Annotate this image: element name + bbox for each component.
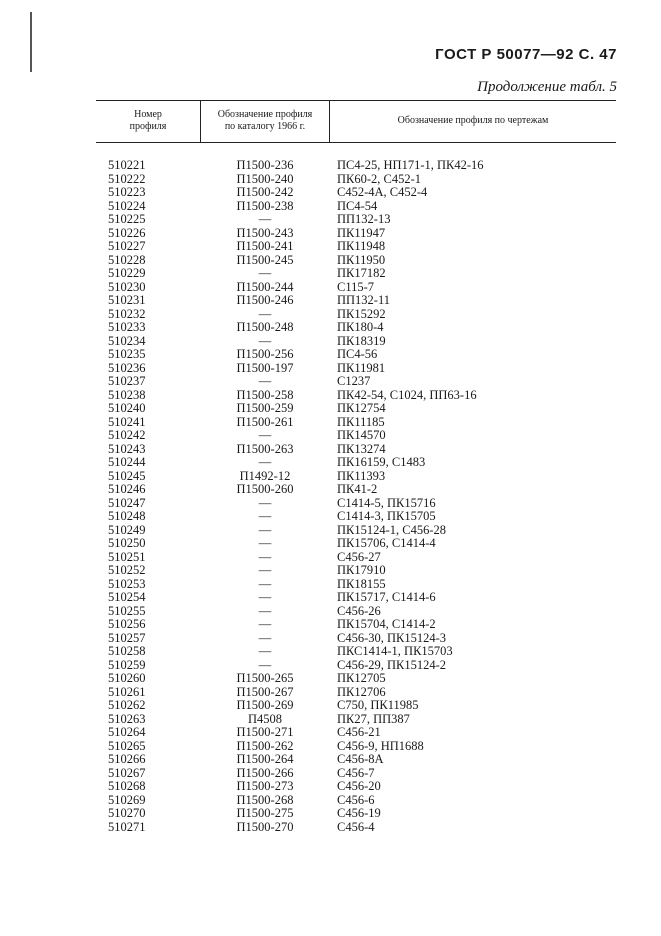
cell-drawing-designation: ПК15706, С1414-4 <box>337 536 436 550</box>
cell-profile-number: 510259 <box>108 657 146 672</box>
cell-profile-number: 510258 <box>108 644 146 658</box>
cell-catalog-designation: — <box>258 617 272 631</box>
table-row <box>96 551 616 565</box>
cell-profile-number: 510268 <box>108 779 146 793</box>
cell-profile-number: 510238 <box>108 387 146 402</box>
cell-catalog-designation: П1492-12 <box>239 468 291 483</box>
cell-catalog-designation: П1500-242 <box>236 185 294 199</box>
table-row <box>96 686 616 700</box>
cell-catalog-designation: — <box>258 630 272 645</box>
cell-profile-number: 510263 <box>108 711 146 726</box>
cell-profile-number: 510261 <box>108 684 146 699</box>
table-row <box>96 659 616 673</box>
cell-profile-number: 510246 <box>108 482 146 496</box>
cell-drawing-designation: ПК15717, С1414-6 <box>337 590 436 604</box>
table-row <box>96 429 616 443</box>
cell-profile-number: 510265 <box>108 738 146 753</box>
table-row <box>96 416 616 430</box>
cell-catalog-designation: П1500-263 <box>236 441 294 456</box>
cell-catalog-designation: — <box>258 333 272 348</box>
table-row <box>96 159 616 173</box>
cell-profile-number: 510249 <box>108 522 146 537</box>
cell-drawing-designation: С456-8А <box>337 752 384 766</box>
standard-header: ГОСТ Р 50077—92 С. 47 <box>435 46 617 63</box>
cell-drawing-designation: ПК42-54, С1024, ПП63-16 <box>337 387 477 402</box>
cell-drawing-designation: ПП132-13 <box>337 212 391 226</box>
table-row <box>96 470 616 484</box>
table-row <box>96 794 616 808</box>
cell-drawing-designation: ПК11981 <box>337 360 386 375</box>
column-header-profile-number: Номер профиля <box>129 109 167 132</box>
table-row <box>96 389 616 403</box>
cell-drawing-designation: ПК11950 <box>337 252 386 267</box>
cell-drawing-designation: С456-19 <box>337 806 381 820</box>
cell-profile-number: 510260 <box>108 671 146 685</box>
cell-drawing-designation: ПС4-56 <box>337 347 378 361</box>
cell-catalog-designation: — <box>258 590 272 604</box>
cell-catalog-designation: П1500-260 <box>236 482 294 496</box>
cell-drawing-designation: ПС4-25, НП171-1, ПК42-16 <box>337 158 484 172</box>
cell-drawing-designation: ПК12705 <box>337 671 386 685</box>
table-row <box>96 281 616 295</box>
cell-drawing-designation: С456-30, ПК15124-3 <box>337 630 447 645</box>
cell-catalog-designation: П1500-240 <box>236 171 294 186</box>
table-row <box>96 564 616 578</box>
cell-drawing-designation: С456-9, НП1688 <box>337 738 424 753</box>
cell-drawing-designation: ПК17182 <box>337 266 386 280</box>
cell-catalog-designation: П1500-238 <box>236 198 294 213</box>
cell-profile-number: 510225 <box>108 212 146 226</box>
cell-drawing-designation: С115-7 <box>337 279 375 294</box>
cell-catalog-designation: — <box>258 212 272 226</box>
cell-catalog-designation: П1500-259 <box>236 401 294 415</box>
cell-profile-number: 510223 <box>108 185 146 199</box>
cell-profile-number: 510257 <box>108 630 146 645</box>
cell-profile-number: 510255 <box>108 603 146 618</box>
table-row <box>96 227 616 241</box>
cell-catalog-designation: — <box>258 428 272 442</box>
cell-drawing-designation: ПК18319 <box>337 333 386 348</box>
table-row <box>96 443 616 457</box>
cell-drawing-designation: ПК12754 <box>337 401 386 415</box>
cell-catalog-designation: П1500-267 <box>236 684 294 699</box>
cell-drawing-designation: ПК11185 <box>337 414 385 429</box>
cell-catalog-designation: П1500-256 <box>236 347 294 361</box>
table-row <box>96 699 616 713</box>
cell-drawing-designation: ПК16159, С1483 <box>337 455 426 469</box>
cell-profile-number: 510267 <box>108 765 146 780</box>
cell-catalog-designation: П1500-248 <box>236 320 294 334</box>
cell-profile-number: 510245 <box>108 468 146 483</box>
cell-profile-number: 510240 <box>108 401 146 415</box>
table-row <box>96 807 616 821</box>
table-row <box>96 578 616 592</box>
cell-drawing-designation: ПК11947 <box>337 225 386 240</box>
table-row <box>96 821 616 835</box>
cell-catalog-designation: П4508 <box>247 711 283 726</box>
table-row <box>96 510 616 524</box>
cell-profile-number: 510262 <box>108 698 146 712</box>
cell-profile-number: 510231 <box>108 293 146 307</box>
cell-drawing-designation: ПК12706 <box>337 684 386 699</box>
cell-drawing-designation: С456-21 <box>337 725 381 739</box>
table-row <box>96 402 616 416</box>
cell-catalog-designation: П1500-262 <box>236 738 294 753</box>
cell-catalog-designation: — <box>258 536 272 550</box>
cell-catalog-designation: П1500-243 <box>236 225 294 240</box>
cell-profile-number: 510222 <box>108 171 146 186</box>
cell-profile-number: 510228 <box>108 252 146 267</box>
table-row <box>96 780 616 794</box>
cell-catalog-designation: — <box>258 576 272 591</box>
table-row <box>96 267 616 281</box>
cell-drawing-designation: С456-27 <box>337 549 381 564</box>
table-body <box>96 159 616 834</box>
table-row <box>96 308 616 322</box>
table-row <box>96 672 616 686</box>
cell-catalog-designation: П1500-244 <box>236 279 294 294</box>
cell-drawing-designation: С456-26 <box>337 603 381 618</box>
cell-drawing-designation: ПКС1414-1, ПК15703 <box>337 644 453 658</box>
cell-profile-number: 510224 <box>108 198 146 213</box>
cell-drawing-designation: ПК60-2, С452-1 <box>337 171 422 186</box>
cell-catalog-designation: П1500-258 <box>236 387 294 402</box>
cell-profile-number: 510226 <box>108 225 146 240</box>
cell-catalog-designation: П1500-246 <box>236 293 294 307</box>
cell-drawing-designation: ПК15704, С1414-2 <box>337 617 436 631</box>
cell-profile-number: 510251 <box>108 549 146 564</box>
cell-catalog-designation: П1500-265 <box>236 671 294 685</box>
cell-drawing-designation: ПК14570 <box>337 428 386 442</box>
table-row <box>96 618 616 632</box>
cell-catalog-designation: — <box>258 374 272 388</box>
cell-drawing-designation: С750, ПК11985 <box>337 698 419 712</box>
cell-profile-number: 510256 <box>108 617 146 631</box>
cell-drawing-designation: ПП132-11 <box>337 293 391 307</box>
table-row <box>96 456 616 470</box>
cell-catalog-designation: П1500-236 <box>236 158 294 172</box>
cell-profile-number: 510242 <box>108 428 146 442</box>
cell-catalog-designation: П1500-197 <box>236 360 294 375</box>
cell-profile-number: 510235 <box>108 347 146 361</box>
column-header-catalog-designation: Обозначение профиля по каталогу 1966 г. <box>217 109 313 132</box>
cell-catalog-designation: — <box>258 455 272 469</box>
table-row <box>96 713 616 727</box>
cell-catalog-designation: П1500-245 <box>236 252 294 267</box>
cell-catalog-designation: П1500-241 <box>236 239 294 253</box>
table-row <box>96 497 616 511</box>
cell-profile-number: 510234 <box>108 333 146 348</box>
cell-profile-number: 510252 <box>108 563 146 577</box>
table-row <box>96 200 616 214</box>
table-row <box>96 645 616 659</box>
cell-profile-number: 510254 <box>108 590 146 604</box>
table-row <box>96 605 616 619</box>
cell-drawing-designation: С456-4 <box>337 819 375 834</box>
table-row <box>96 524 616 538</box>
cell-profile-number: 510248 <box>108 509 146 523</box>
table-row <box>96 348 616 362</box>
cell-catalog-designation: — <box>258 495 272 510</box>
table-row <box>96 321 616 335</box>
table-row <box>96 753 616 767</box>
cell-profile-number: 510243 <box>108 441 146 456</box>
cell-profile-number: 510250 <box>108 536 146 550</box>
cell-catalog-designation: — <box>258 644 272 658</box>
cell-drawing-designation: С456-20 <box>337 779 381 793</box>
cell-catalog-designation: — <box>258 306 272 321</box>
scan-edge-mark <box>30 12 32 72</box>
table-row <box>96 294 616 308</box>
table-row <box>96 726 616 740</box>
cell-drawing-designation: ПК11393 <box>337 468 386 483</box>
cell-drawing-designation: ПК15292 <box>337 306 386 321</box>
table-row <box>96 767 616 781</box>
cell-profile-number: 510229 <box>108 266 146 280</box>
table-row <box>96 362 616 376</box>
cell-profile-number: 510271 <box>108 819 146 834</box>
cell-catalog-designation: П1500-270 <box>236 819 294 834</box>
cell-drawing-designation: ПК17910 <box>337 563 386 577</box>
cell-profile-number: 510253 <box>108 576 146 591</box>
cell-drawing-designation: С456-7 <box>337 765 375 780</box>
cell-profile-number: 510264 <box>108 725 146 739</box>
table-row <box>96 375 616 389</box>
cell-drawing-designation: С452-4А, С452-4 <box>337 185 428 199</box>
cell-catalog-designation: — <box>258 549 272 564</box>
cell-profile-number: 510244 <box>108 455 146 469</box>
cell-profile-number: 510236 <box>108 360 146 375</box>
table-row <box>96 186 616 200</box>
cell-catalog-designation: — <box>258 266 272 280</box>
table-row <box>96 537 616 551</box>
cell-drawing-designation: С1414-3, ПК15705 <box>337 509 436 523</box>
cell-profile-number: 510221 <box>108 158 146 172</box>
cell-catalog-designation: — <box>258 522 272 537</box>
table-row <box>96 254 616 268</box>
table-continuation-caption: Продолжение табл. 5 <box>477 79 617 95</box>
cell-profile-number: 510237 <box>108 374 146 388</box>
cell-catalog-designation: П1500-268 <box>236 792 294 807</box>
cell-profile-number: 510241 <box>108 414 146 429</box>
cell-profile-number: 510227 <box>108 239 146 253</box>
table-row <box>96 213 616 227</box>
cell-profile-number: 510247 <box>108 495 146 510</box>
table-row <box>96 632 616 646</box>
cell-catalog-designation: П1500-264 <box>236 752 294 766</box>
cell-catalog-designation: П1500-269 <box>236 698 294 712</box>
cell-drawing-designation: ПК41-2 <box>337 482 378 496</box>
cell-drawing-designation: ПК15124-1, С456-28 <box>337 522 447 537</box>
column-header-drawing-designation: Обозначение профиля по чертежам <box>397 115 549 126</box>
cell-catalog-designation: П1500-261 <box>236 414 294 429</box>
cell-catalog-designation: — <box>258 603 272 618</box>
cell-catalog-designation: П1500-273 <box>236 779 294 793</box>
cell-drawing-designation: ПК18155 <box>337 576 386 591</box>
cell-profile-number: 510266 <box>108 752 146 766</box>
table-header-rule <box>96 142 616 143</box>
cell-catalog-designation: П1500-271 <box>236 725 294 739</box>
table-row <box>96 335 616 349</box>
table-row <box>96 240 616 254</box>
cell-profile-number: 510269 <box>108 792 146 807</box>
cell-catalog-designation: П1500-275 <box>236 806 294 820</box>
cell-drawing-designation: ПК27, ПП387 <box>337 711 410 726</box>
table-row <box>96 740 616 754</box>
cell-catalog-designation: — <box>258 563 272 577</box>
cell-drawing-designation: С456-6 <box>337 792 375 807</box>
cell-catalog-designation: — <box>258 509 272 523</box>
table-row <box>96 483 616 497</box>
table-row <box>96 591 616 605</box>
cell-drawing-designation: С1237 <box>337 374 371 388</box>
cell-drawing-designation: С1414-5, ПК15716 <box>337 495 436 510</box>
cell-drawing-designation: ПК11948 <box>337 239 386 253</box>
cell-profile-number: 510233 <box>108 320 146 334</box>
cell-drawing-designation: ПС4-54 <box>337 198 378 213</box>
table-row <box>96 173 616 187</box>
cell-drawing-designation: ПК13274 <box>337 441 386 456</box>
cell-profile-number: 510232 <box>108 306 146 321</box>
cell-drawing-designation: С456-29, ПК15124-2 <box>337 657 447 672</box>
cell-profile-number: 510270 <box>108 806 146 820</box>
cell-catalog-designation: П1500-266 <box>236 765 294 780</box>
cell-catalog-designation: — <box>258 657 272 672</box>
cell-profile-number: 510230 <box>108 279 146 294</box>
cell-drawing-designation: ПК180-4 <box>337 320 384 334</box>
